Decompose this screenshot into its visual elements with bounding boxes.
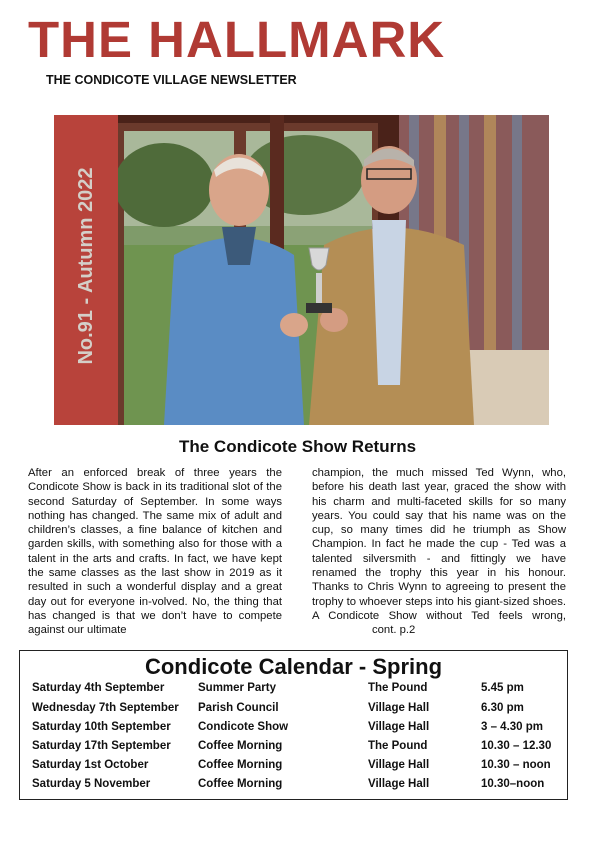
calendar-event: Parish Council [198, 702, 279, 714]
calendar-row [20, 721, 567, 739]
article-column-2 [312, 466, 566, 638]
events-calendar [19, 650, 568, 800]
calendar-event: Summer Party [198, 682, 276, 694]
calendar-event: Coffee Morning [198, 778, 283, 790]
calendar-row [20, 702, 567, 720]
calendar-date: Saturday 4th September [32, 682, 165, 694]
article-headline: The Condicote Show Returns [178, 437, 417, 456]
calendar-date: Saturday 10th September [32, 721, 171, 733]
calendar-time: 10.30 – noon [481, 759, 551, 771]
cover-photo-image [54, 115, 549, 425]
calendar-time: 10.30–noon [481, 778, 545, 790]
calendar-date: Wednesday 7th September [32, 702, 179, 714]
calendar-row [20, 740, 567, 758]
calendar-venue: Village Hall [368, 778, 430, 790]
calendar-venue: Village Hall [368, 759, 430, 771]
calendar-title: Condicote Calendar - Spring [144, 654, 443, 679]
masthead-subtitle: THE CONDICOTE VILLAGE NEWSLETTER [46, 73, 297, 87]
calendar-venue: The Pound [368, 682, 428, 694]
issue-label: No.91 - Autumn 2022 [75, 167, 97, 365]
calendar-row [20, 778, 567, 796]
calendar-row [20, 759, 567, 777]
calendar-event: Condicote Show [198, 721, 289, 733]
masthead-title: THE HALLMARK [28, 11, 446, 68]
calendar-time: 5.45 pm [481, 682, 524, 694]
calendar-time: 6.30 pm [481, 702, 524, 714]
continued-link: cont. p.2 [372, 624, 416, 637]
calendar-event: Coffee Morning [198, 740, 283, 752]
calendar-date: Saturday 1st October [32, 759, 149, 771]
calendar-venue: The Pound [368, 740, 428, 752]
article-column-1: After an enforced break of three years the Condicote Show is back in its traditional slot of the second Saturday of September. In some ways nothing has changed. The same mix of adult and children’s classes, a fine balance of kitchen and garden skills, with something also for those with a talent in the arts and crafts. In fact, we have kept the same classes as the last show in 2019 as it resulted in such a wonderful display and a great day out for everyone in-volved. No, the thing that has changed is that we don’t have to compete against our ultimate [28, 467, 282, 637]
calendar-time: 3 – 4.30 pm [481, 721, 544, 733]
calendar-date: Saturday 17th September [32, 740, 171, 752]
calendar-venue: Village Hall [368, 721, 430, 733]
calendar-event: Coffee Morning [198, 759, 283, 771]
issue-band [54, 115, 118, 425]
calendar-time: 10.30 – 12.30 [481, 740, 552, 752]
cover-photo [54, 115, 549, 425]
article-column-2-text: champion, the much missed Ted Wynn, who, before his death last year, graced the show with his charm and multi-faceted skills for so many years. You could say that his name was on the cup, so many times did he triumph as Show Champion. In fact he made the cup - Ted was a talented silversmith - and fittingly we have renamed the trophy this year in his honour. Thanks to Chris Wynn to agreeing to present the trophy to whoever steps into his giant-sized shoes. A Condicote Show without Ted feels wrong, [312, 467, 566, 622]
calendar-row [20, 682, 567, 700]
calendar-venue: Village Hall [368, 702, 430, 714]
calendar-date: Saturday 5 November [32, 778, 151, 790]
